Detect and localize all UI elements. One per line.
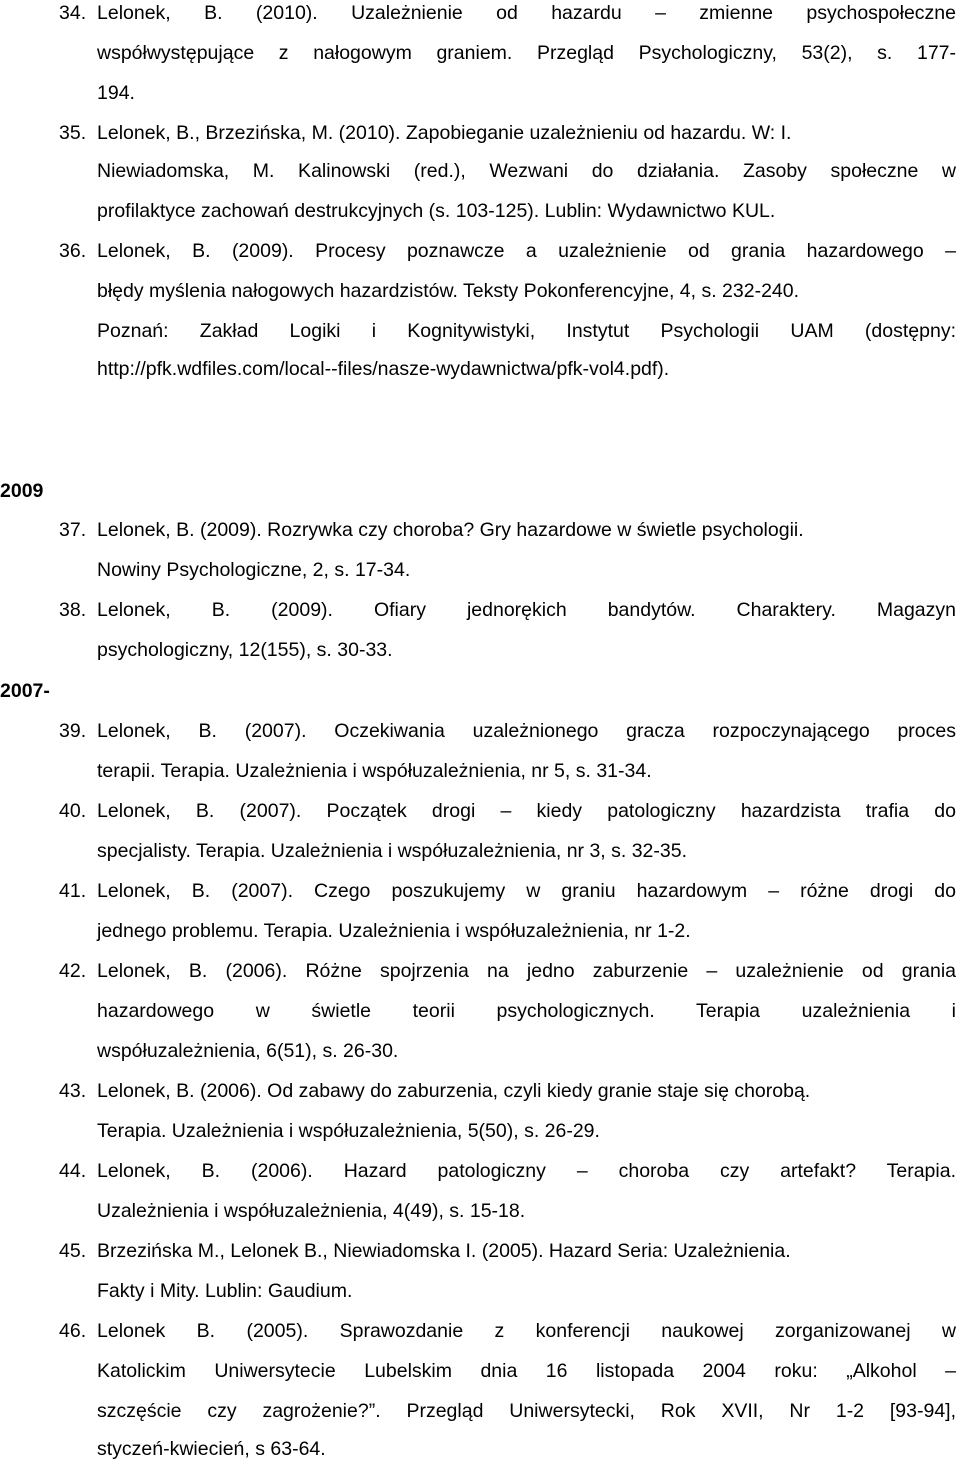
reference-line: Katolickim Uniwersytecie Lubelskim dnia 16 listopada 2004 roku: „Alkohol – — [97, 1360, 956, 1382]
reference-number: 42. — [59, 960, 87, 982]
reference-line: 194. — [97, 82, 135, 104]
reference-line: błędy myślenia nałogowych hazardzistów. Teksty Pokonferencyjne, 4, s. 232-240. — [97, 280, 800, 302]
reference-line: Lelonek, B. (2006). Hazard patologiczny – choroba czy artefakt? Terapia. — [97, 1160, 956, 1182]
section-year-2007: 2007- — [0, 680, 50, 702]
reference-number: 41. — [59, 880, 87, 902]
reference-line: Niewiadomska, M. Kalinowski (red.), Wezwani do działania. Zasoby społeczne w — [97, 160, 956, 182]
reference-line: terapii. Terapia. Uzależnienia i współuzależnienia, nr 5, s. 31-34. — [97, 760, 652, 782]
reference-line: współuzależnienia, 6(51), s. 26-30. — [97, 1040, 399, 1062]
reference-number: 35. — [59, 122, 87, 144]
reference-line: Lelonek, B. (2007). Początek drogi – kiedy patologiczny hazardzista trafia do — [97, 800, 956, 822]
reference-number: 46. — [59, 1320, 87, 1342]
reference-line: specjalisty. Terapia. Uzależnienia i współuzależnienia, nr 3, s. 32-35. — [97, 840, 688, 862]
reference-number: 44. — [59, 1160, 87, 1182]
reference-number: 45. — [59, 1240, 87, 1262]
section-year-2009: 2009 — [0, 480, 44, 502]
reference-number: 40. — [59, 800, 87, 822]
reference-line: Poznań: Zakład Logiki i Kognitywistyki, Instytut Psychologii UAM (dostępny: — [97, 320, 956, 342]
reference-line: Lelonek B. (2005). Sprawozdanie z konferencji naukowej zorganizowanej w — [97, 1320, 956, 1342]
reference-number: 39. — [59, 720, 87, 742]
reference-line: Fakty i Mity. Lublin: Gaudium. — [97, 1280, 353, 1302]
reference-line: szczęście czy zagrożenie?”. Przegląd Uniwersytecki, Rok XVII, Nr 1-2 [93-94], — [97, 1400, 956, 1422]
reference-number: 37. — [59, 519, 87, 541]
reference-line: jednego problemu. Terapia. Uzależnienia i współuzależnienia, nr 1-2. — [97, 920, 691, 942]
reference-line: Lelonek, B. (2007). Oczekiwania uzależnionego gracza rozpoczynającego proces — [97, 720, 956, 742]
reference-line: Uzależnienia i współuzależnienia, 4(49), s. 15-18. — [97, 1200, 526, 1222]
reference-line: Lelonek, B. (2006). Różne spojrzenia na jedno zaburzenie – uzależnienie od grania — [97, 960, 956, 982]
reference-line: Brzezińska M., Lelonek B., Niewiadomska I. (2005). Hazard Seria: Uzależnienia. — [97, 1240, 791, 1262]
reference-number: 34. — [59, 2, 87, 24]
reference-line: psychologiczny, 12(155), s. 30-33. — [97, 639, 393, 661]
reference-line: Lelonek, B. (2010). Uzależnienie od hazardu – zmienne psychospołeczne — [97, 2, 956, 24]
reference-line: Terapia. Uzależnienia i współuzależnienia, 5(50), s. 26-29. — [97, 1120, 600, 1142]
reference-number: 36. — [59, 240, 87, 262]
reference-line: Lelonek, B. (2007). Czego poszukujemy w graniu hazardowym – różne drogi do — [97, 880, 956, 902]
reference-line: współwystępujące z nałogowym graniem. Przegląd Psychologiczny, 53(2), s. 177- — [97, 42, 956, 64]
reference-line: Lelonek, B. (2009). Ofiary jednorękich bandytów. Charaktery. Magazyn — [97, 599, 956, 621]
reference-number: 38. — [59, 599, 87, 621]
reference-line: Lelonek, B. (2006). Od zabawy do zaburzenia, czyli kiedy granie staje się chorobą. — [97, 1080, 811, 1102]
reference-line: styczeń-kwiecień, s 63-64. — [97, 1438, 326, 1460]
reference-line: Lelonek, B. (2009). Rozrywka czy choroba? Gry hazardowe w świetle psychologii. — [97, 519, 804, 541]
reference-line: profilaktyce zachowań destrukcyjnych (s. 103-125). Lublin: Wydawnictwo KUL. — [97, 200, 776, 222]
reference-line: Nowiny Psychologiczne, 2, s. 17-34. — [97, 559, 411, 581]
reference-line: hazardowego w świetle teorii psychologicznych. Terapia uzależnienia i — [97, 1000, 956, 1022]
reference-line: Lelonek, B. (2009). Procesy poznawcze a uzależnienie od grania hazardowego – — [97, 240, 956, 262]
reference-line: Lelonek, B., Brzezińska, M. (2010). Zapobieganie uzależnieniu od hazardu. W: I. — [97, 122, 792, 144]
reference-number: 43. — [59, 1080, 87, 1102]
reference-line: http://pfk.wdfiles.com/local--files/nasze-wydawnictwa/pfk-vol4.pdf). — [97, 358, 670, 380]
